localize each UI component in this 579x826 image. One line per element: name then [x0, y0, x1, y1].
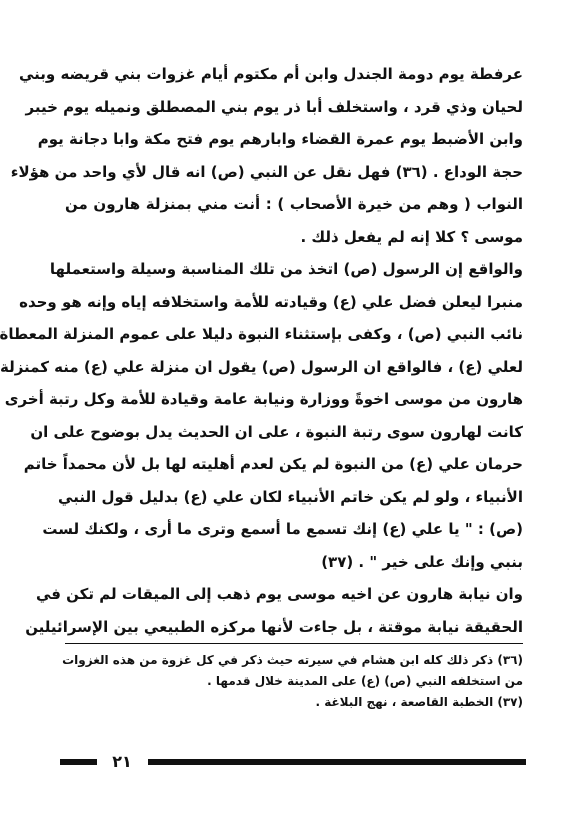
- body-line: حجة الوداع . (٣٦) فهل نقل عن النبي (ص) انه قال لأي واحد من هؤلاء: [10, 162, 523, 181]
- body-line: الأنبياء ، ولو لم يكن خاتم الأنبياء لكان علي (ع) بدليل قول النبي: [58, 487, 523, 506]
- footer-rule-long: [148, 759, 526, 765]
- footer-rule-short: [60, 759, 97, 765]
- body-line: (ص) : " يا علي (ع) إنك تسمع ما أسمع وترى ما أرى ، ولكنك لست: [42, 520, 523, 538]
- footnote-line: (٣٧) الخطبة القاصعة ، نهج البلاغة .: [315, 695, 523, 709]
- body-line: عرفطة يوم دومة الجندل وابن أم مكتوم أيام غزوات بني قريضه وبني: [18, 65, 523, 83]
- body-line: حرمان علي (ع) من النبوة لم يكن لعدم أهليته لها بل لأن محمداً خاتم: [23, 455, 523, 473]
- body-line: وان نيابة هارون عن اخيه موسى يوم ذهب إلى الميقات لم تكن في: [35, 585, 523, 603]
- body-line: النواب ( وهم من خيرة الأصحاب ) : أنت مني بمنزلة هارون من: [65, 195, 523, 213]
- body-line: كانت لهارون سوى رتبة النبوة ، على ان الحديث يدل بوضوح على ان: [30, 422, 523, 441]
- body-line: منبرا ليعلن فضل علي (ع) وقيادته للأمة واستخلافه إياه وإنه هو وحده: [19, 292, 523, 311]
- page-footer: [60, 750, 526, 774]
- body-line: وابن الأضبط يوم عمرة القضاء وابارهم يوم فتح مكة وابا دجانة يوم: [37, 130, 523, 148]
- body-line: نائب النبي (ص) ، وكفى بإستثناء النبوة دليلا على عموم المنزلة المعطاة: [0, 325, 523, 343]
- body-text: [0, 58, 523, 643]
- body-line: هارون من موسى اخوةً ووزارة ونيابة عامة وقيادة للأمة وكل رتبة أخرى: [4, 390, 523, 408]
- body-line: والواقع إن الرسول (ص) اتخذ من تلك المناسبة وسيلة واستعملها: [49, 260, 523, 278]
- footnotes: [62, 650, 523, 713]
- body-line: لعلي (ع) ، فالواقع ان الرسول (ص) يقول ان منزلة علي (ع) منه كمنزلة: [0, 357, 523, 376]
- body-line: لحيان وذي قرد ، واستخلف أبا ذر يوم بني المصطلق ونميله يوم خيبر: [25, 97, 523, 116]
- body-line: موسى ؟ كلا إنه لم يفعل ذلك .: [300, 227, 523, 246]
- page-number: ٢١: [112, 752, 132, 771]
- footnote-divider: [65, 643, 523, 644]
- body-line: بنبي وإنك على خير " . (٣٧): [321, 552, 523, 571]
- footnote-line: (٣٦) ذكر ذلك كله ابن هشام في سيرته حيث ذكر في كل غزوة من هذه الغزوات: [62, 653, 523, 667]
- body-line: الحقيقة نيابة موقتة ، بل جاءت لأنها مركزه الطبيعي بين الإسرائيلين: [25, 617, 523, 636]
- footnote-line: من استخلفه النبي (ص) (ع) على المدينة خلال قدمها .: [207, 674, 523, 688]
